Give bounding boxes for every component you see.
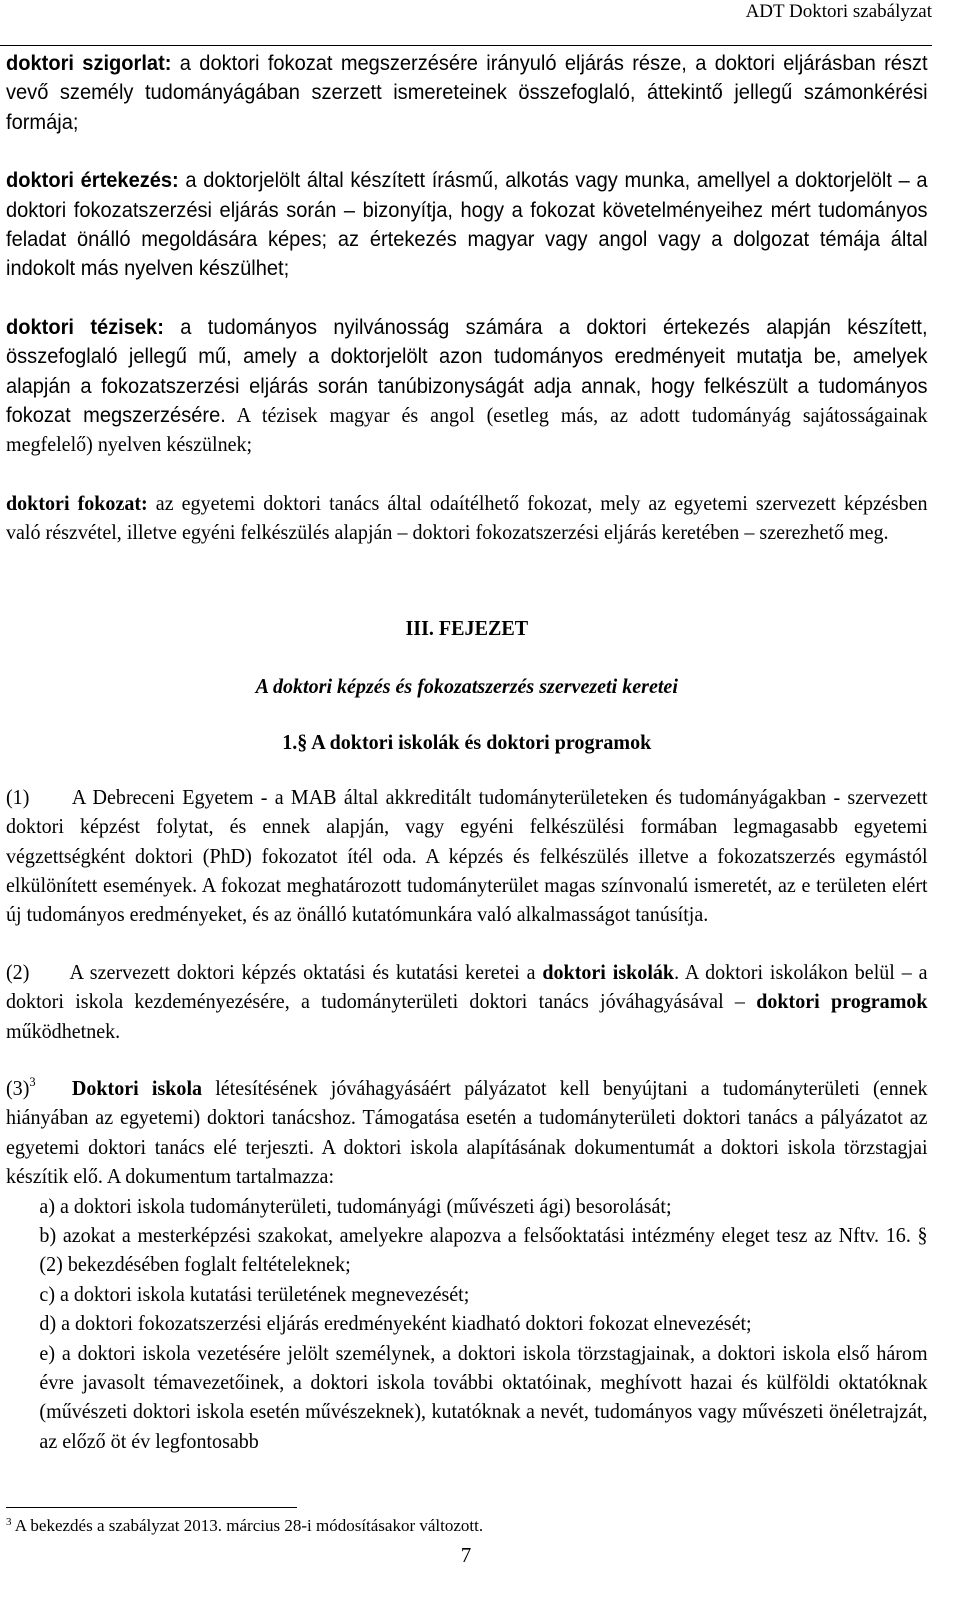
definition-doktori-szigorlat [6,49,928,137]
running-header [0,0,932,46]
list-item: d) a doktori fokozatszerzési eljárás eredményeként kiadható doktori fokozat elnevezését; [39,1311,752,1336]
paragraph-2-term-programok: doktori programok [756,989,928,1014]
chapter-number: III. FEJEZET [405,615,529,640]
paragraph-2-text: működhetnek. [6,989,933,1043]
footnote-mark: 3 [6,1516,12,1528]
definition-term: doktori fokozat: [6,490,148,515]
document-contents-list [6,1192,928,1457]
paragraph-2 [6,958,933,1046]
paragraph-2-text: . A doktori iskolákon belül – a doktori iskola kezdeményezésére, a tudományterületi doktori tanács jóváhagyásával – [6,959,933,1014]
definition-text: a doktorjelölt által készített írásmű, alkotás vagy munka, amellyel a doktorjelölt – a doktori fokozatszerzési eljárás során – bizonyítja, hogy a fokozat követelményeihez mért tudományos feladat önálló megoldására képes; az értekezés magyar vagy angol vagy a dolgozat témája által indokolt más nyelven készülhet; [6,169,928,281]
page-content [6,46,933,1456]
definition-term: doktori értekezés: [6,169,179,193]
definition-doktori-ertekezes [6,166,928,284]
footnote [6,1511,483,1537]
definition-term: doktori szigorlat: [6,52,172,75]
definition-doktori-fokozat [6,489,928,548]
definition-text-continued: A tézisek magyar és angol (esetleg más, az adott tudományág sajátosságainak megfelelő) nyelven készülnek; [6,403,928,457]
paragraph-3 [6,1074,928,1192]
paragraph-2-term-iskolak: doktori iskolák [542,959,675,984]
chapter-title: A doktori képzés és fokozatszerzés szervezeti keretei [255,673,678,698]
definition-text: a tudományos nyilvánosság számára a doktori értekezés alapján készített, összefoglaló jellegű mű, amely a doktorjelölt azon tudományos eredményeit mutatja be, amelyek alapján a fokozatszerzési eljárás során tanúbizonyságát adja annak, hogy felkészült a tudományos fokozat megszerzésére. [6,315,928,428]
paragraph-1: (1) A Debreceni Egyetem - a MAB által akkreditált tudományterületeken és tudományágakban - szervezett doktori képzést folytat, és ennek alapján, vagy egyéni felkészülési formában legmagasabb egyetemi végzettségként doktori (PhD) fokozatot ítél oda. A képzés és felkészülés illetve a fokozatszerzés egymástól elkülönített események. A fokozat meghatározott tudományterület magas színvonalú ismeretét, az e területen elért új tudományos eredményeket, és az önálló kutatómunkára való alkalmasságot tanúsítja. [6,784,933,927]
list-item: b) azokat a mesterképzési szakokat, amelyekre alapozva a felsőoktatási intézmény eleget tesz az Nftv. 16. § (2) bekezdésében foglalt feltételeknek; [39,1222,928,1277]
definition-text: az egyetemi doktori tanács által odaítélhető fokozat, mely az egyetemi szervezett képzésben való részvétel, illetve egyéni felkészülés alapján – doktori fokozatszerzési eljárás keretében – szerezhető meg. [6,490,928,545]
list-item: a) a doktori iskola tudományterületi, tudományági (művészeti ági) besorolását; [39,1193,672,1218]
definition-text: a doktori fokozat megszerzésére irányuló eljárás része, a doktori eljárásban részt vevő személy tudományágában szerzett ismereteinek összefoglaló, áttekintő jellegű számonkérési formája; [6,52,928,134]
definition-term: doktori tézisek: [6,315,164,339]
header-title: ADT Doktori szabályzat [745,1,932,22]
paragraph-2-text: (2) A szervezett doktori képzés oktatási és kutatási keretei a [6,959,543,984]
footnote-reference[interactable]: 3 [29,1073,36,1089]
section-heading: 1.§ A doktori iskolák és doktori programok [282,729,652,754]
footnote-separator [6,1507,297,1508]
paragraph-3-term: Doktori iskola [71,1075,203,1100]
list-item: c) a doktori iskola kutatási területének megnevezését; [39,1281,470,1306]
paragraph-3-number: (3) [6,1075,30,1100]
definition-doktori-tezisek [6,313,928,460]
list-item: e) a doktori iskola vezetésére jelölt személynek, a doktori iskola törzstagjainak, a doktori iskola első három évre javasolt témavezetőinek, a doktori iskola további oktatóinak, meghívott hazai és külföldi oktatóknak (művészeti doktori iskola esetén művészeknek), kutatóknak a nevét, tudományos vagy művészeti önéletrajzát, az előző öt év legfontosabb [39,1340,928,1453]
page-number: 7 [460,1543,472,1567]
paragraph-3-text: létesítésének jóváhagyásáért pályázatot kell benyújtani a tudományterületi (ennek hiányában az egyetemi) doktori tanácshoz. Támogatása esetén a tudományterületi doktori tanács a pályázatot az egyetemi doktori tanács elé terjeszti. A doktori iskola alapításának dokumentumát a doktori iskola törzstagjai készítik elő. A dokumentum tartalmazza: [6,1075,928,1189]
footnote-text: A bekezdés a szabályzat 2013. március 28-i módosításakor változott. [11,1516,484,1535]
